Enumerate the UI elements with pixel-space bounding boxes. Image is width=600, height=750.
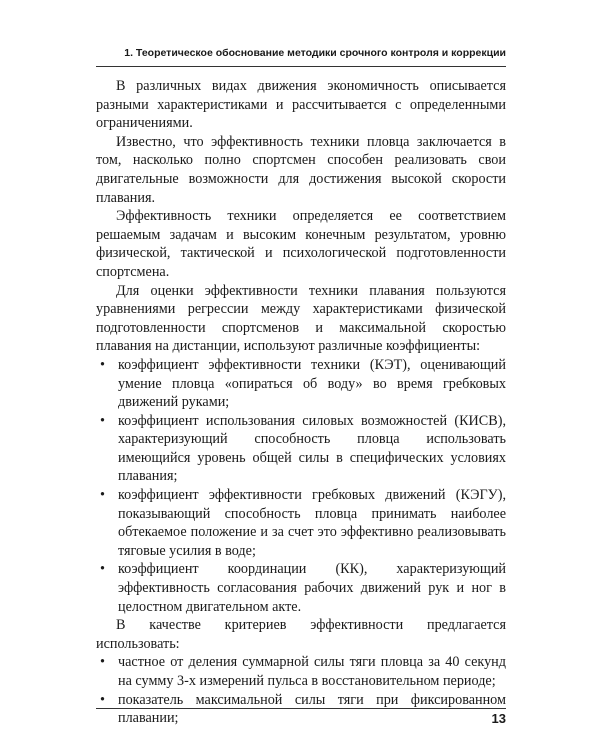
header-divider: [96, 66, 506, 67]
list-item-ket: • коэффициент эффективности техники (КЭТ), оценивающий умение пловца «опираться об воду» во время гребковых движений руками;: [96, 356, 506, 412]
paragraph-technique-efficiency: Известно, что эффективность техники пловца заключается в том, насколько полно спортсмен способен реализовать свои двигательные возможности для достижения высокой скорости плавания.: [96, 133, 506, 206]
list-item-criterion-pulse: • частное от деления суммарной силы тяги пловца за 40 секунд на сумму 3-х измерений пульса в восстановительном периоде;: [96, 653, 506, 690]
list-item-kegu: • коэффициент эффективности гребковых движений (КЭГУ), показывающий способность пловца принимать наиболее обтекаемое положение и за счет это эффективно реализовывать тяговые усилия в воде;: [96, 486, 506, 560]
paragraph-economy: В различных видах движения экономичность описывается разными характеристиками и рассчитывается с определенными ограничениями.: [96, 78, 506, 132]
list-item-criterion-max-force: • показатель максимальной силы тяги при фиксированном плавании;: [96, 691, 506, 728]
paragraph-criteria-intro: В качестве критериев эффективности предлагается использовать:: [96, 617, 506, 652]
coefficient-list: [96, 356, 506, 616]
running-header: 1. Теоретическое обоснование методики срочного контроля и коррекции: [124, 47, 506, 59]
footer-divider: [96, 708, 506, 709]
list-item-kk: • коэффициент координации (КК), характеризующий эффективность согласования рабочих движений рук и ног в целостном двигательном акте.: [96, 560, 506, 616]
paragraph-assessment-methods: Для оценки эффективности техники плавания пользуются уравнениями регрессии между характеристиками физической подготовленности спортсменов и максимальной скоростью плавания на дистанции, используют различные коэффициенты:: [96, 282, 506, 355]
page-number: 13: [491, 711, 506, 726]
criteria-list: [96, 653, 506, 727]
list-item-kisv: • коэффициент использования силовых возможностей (КИСВ), характеризующий способность пловца использовать имеющийся уровень общей силы в специфических условиях плавания;: [96, 412, 506, 486]
paragraph-technique-definition: Эффективность техники определяется ее соответствием решаемым задачам и высоким конечным результатом, уровню физической, тактической и психологической подготовленности спортсмена.: [96, 208, 506, 280]
page-content: [96, 77, 506, 728]
